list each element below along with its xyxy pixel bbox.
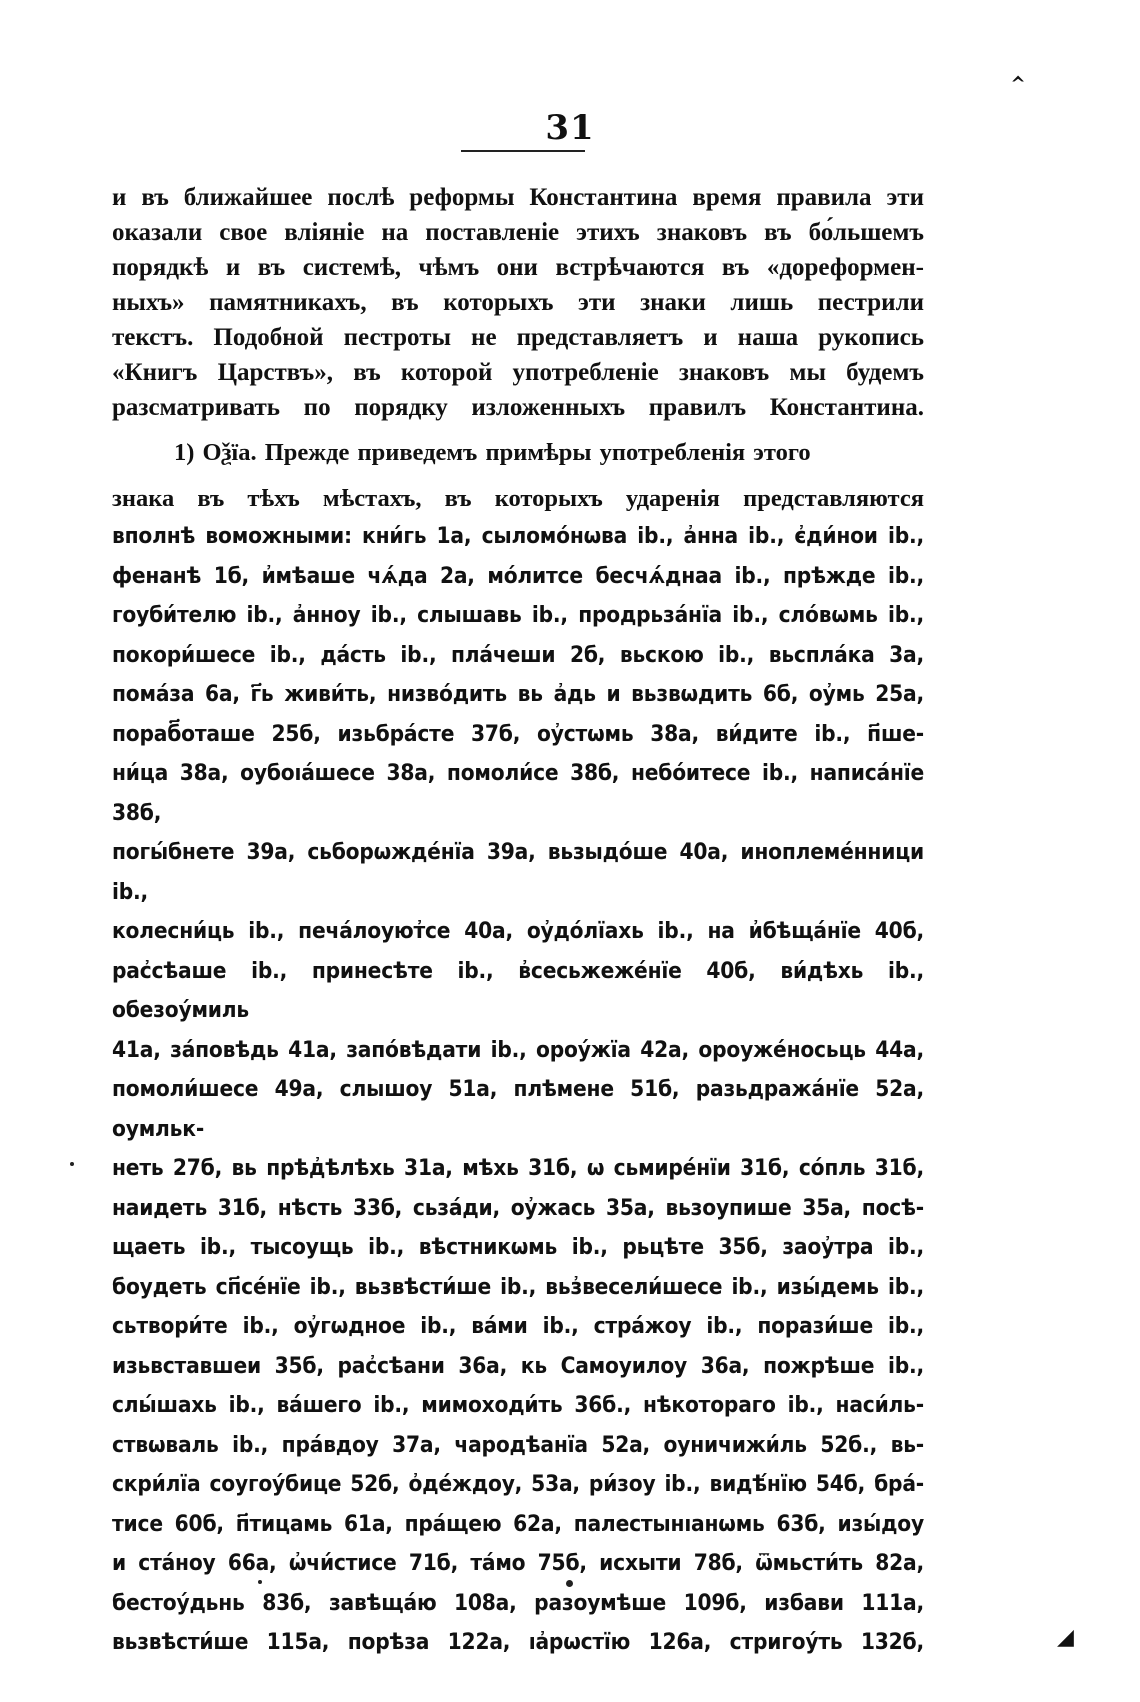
example-line: помоли́шесе 49а, слышоу 51а, плѣмене 51б, разьдража́нїе 52а, оумльк-	[112, 1076, 924, 1142]
corner-mark-top: ‸	[1010, 56, 1027, 82]
text-line: и въ ближайшее послѣ реформы Константина время правила эти	[112, 184, 924, 211]
example-line: и ста́ноу 66а, ѡ҆чи́стисе 71б, та́мо 75б, исхыти 78б, ѿмьсти́ть 82а,	[112, 1550, 924, 1576]
example-line: наидеть 31б, нѣсть 33б, сьза́ди, оу҆жась 35а, вьзоупише 35а, посѣ-	[112, 1194, 924, 1221]
example-line: боудеть сп҃се́нїе ib., вьзвѣсти́ше ib., вьз҆весели́шесе ib., изы́демь ib.,	[112, 1273, 924, 1300]
example-line: неть 27б, вь прѣд҆ѣлѣхь 31а, мѣхь 31б, ѡ сьмире́нїи 31б, со́пль 31б,	[112, 1155, 924, 1181]
example-line: тисе 60б, п҃тицамь 61а, пра́щею 62а, палестынıанѡмь 63б, изы́доу	[112, 1510, 924, 1537]
text-line: ныхъ» памятникахъ, въ которыхъ эти знаки лишь пестрили	[112, 289, 924, 316]
example-line: изьвставшеи 35б, рас҆сѣани 36а, кь Самоуилоу 36а, пожрѣше ib.,	[112, 1352, 924, 1379]
example-line: пораб҃оташе 25б, изьбра́сте 37б, оу҆стѡмь 38а, ви́дите ib., п҃ше-	[112, 720, 924, 747]
example-line: сьтвори́те ib., оу҆гѡдное ib., ва́ми ib., стра́жоу ib., порази́ше ib.,	[112, 1313, 924, 1339]
example-line: покори́шесе ib., да́сть ib., пла́чеши 2б, вьскою ib., вьспла́ка 3а,	[112, 641, 924, 668]
page-number-rule	[461, 150, 585, 152]
example-line: погы́бнете 39а, сьборѡжде́нїа 39а, вьзыдо́ше 40а, иноплеме́нници ib.,	[112, 839, 924, 905]
page-body	[112, 180, 924, 1663]
example-line: рас҆сѣаше ib., принесѣте ib., в҆сесьжеже́нїе 40б, ви́дѣхь ib., обезоу́миль	[112, 957, 924, 1023]
text-line: текстъ. Подобной пестроты не представляетъ и наша рукопись	[112, 324, 924, 351]
text-line: знака въ тѣхъ мѣстахъ, въ которыхъ ударенія представляются	[112, 485, 924, 512]
example-line: вьзвѣсти́ше 115а, порѣза 122а, ıа҆рѡстїю 126а, стригоу́ть 132б,	[112, 1629, 924, 1655]
example-line: вполнѣ воможными: кни́гь 1а, сыломо́нѡва ib., а҆нна ib., є҆ди́нои ib.,	[112, 523, 924, 549]
example-line: 41а, за́повѣдь 41а, запо́вѣдати ib., ороу́жїа 42а, ороуже́носьць 44а,	[112, 1036, 924, 1063]
page-number: 31	[545, 108, 595, 148]
example-line: скри́лїа соугоу́бице 52б, о҆де́ждоу, 53а, ри́зоу ib., видѣ́нїю 54б, бра́-	[112, 1471, 924, 1497]
ink-speck	[70, 1162, 74, 1166]
example-line: щаеть ib., тысоущь ib., вѣстникѡмь ib., рьцѣте 35б, заоу҆тра ib.,	[112, 1234, 924, 1260]
example-line: слы́шахь ib., ва́шего ib., мимоходи́ть 36б., нѣкотораго ib., наси́ль-	[112, 1392, 924, 1418]
text-line: «Книгъ Царствъ», въ которой употребленіе знаковъ мы будемъ	[112, 359, 924, 386]
example-line: бестоу́дьнь 83б, завѣща́ю 108а, разоумѣше 109б, избави 111а,	[112, 1589, 924, 1616]
example-line: колесни́ць ib., печа́лоуют҆се 40а, оу҆до́лїахь ib., на и҆бѣща́нїе 40б,	[112, 918, 924, 944]
section-oxia	[112, 435, 924, 1663]
text-line: порядкѣ и въ системѣ, чѣмъ они встрѣчаются въ «дореформен-	[112, 254, 924, 281]
corner-mark-bottom: ◢	[1057, 1624, 1074, 1650]
text-line: разсматривать по порядку изложенныхъ правилъ Константина.	[112, 394, 924, 421]
example-line: ни́ца 38а, оубоıа́шесе 38а, помоли́се 38б, небо́итесе ib., написа́нїе 38б,	[112, 760, 924, 826]
example-line: пома́за 6а, г҃ь живи́ть, низво́дить вь а҆дь и вьзвѡдить 6б, оу҆мь 25а,	[112, 681, 924, 707]
section-heading-text: 1) Оѯїа. Прежде приведемъ примѣры употребленія этого	[174, 439, 811, 466]
section-heading-line	[112, 435, 924, 471]
example-line: гоуби́телю ib., а҆нноу ib., слышавь ib., продрьза́нїа ib., сло́вѡмь ib.,	[112, 602, 924, 628]
text-line: оказали свое вліяніе на поставленіе этихъ знаковъ въ бо́льшемъ	[112, 219, 924, 246]
example-line: ствѡваль ib., пра́вдоу 37а, чародѣанїа 52а, оуничижи́ль 52б., вь-	[112, 1431, 924, 1458]
example-line: фенанѣ 1б, и҆мѣаше чѧ́да 2а, мо́литсе бесчѧ́днаа ib., прѣжде ib.,	[112, 562, 924, 589]
intro-paragraph	[112, 180, 924, 425]
